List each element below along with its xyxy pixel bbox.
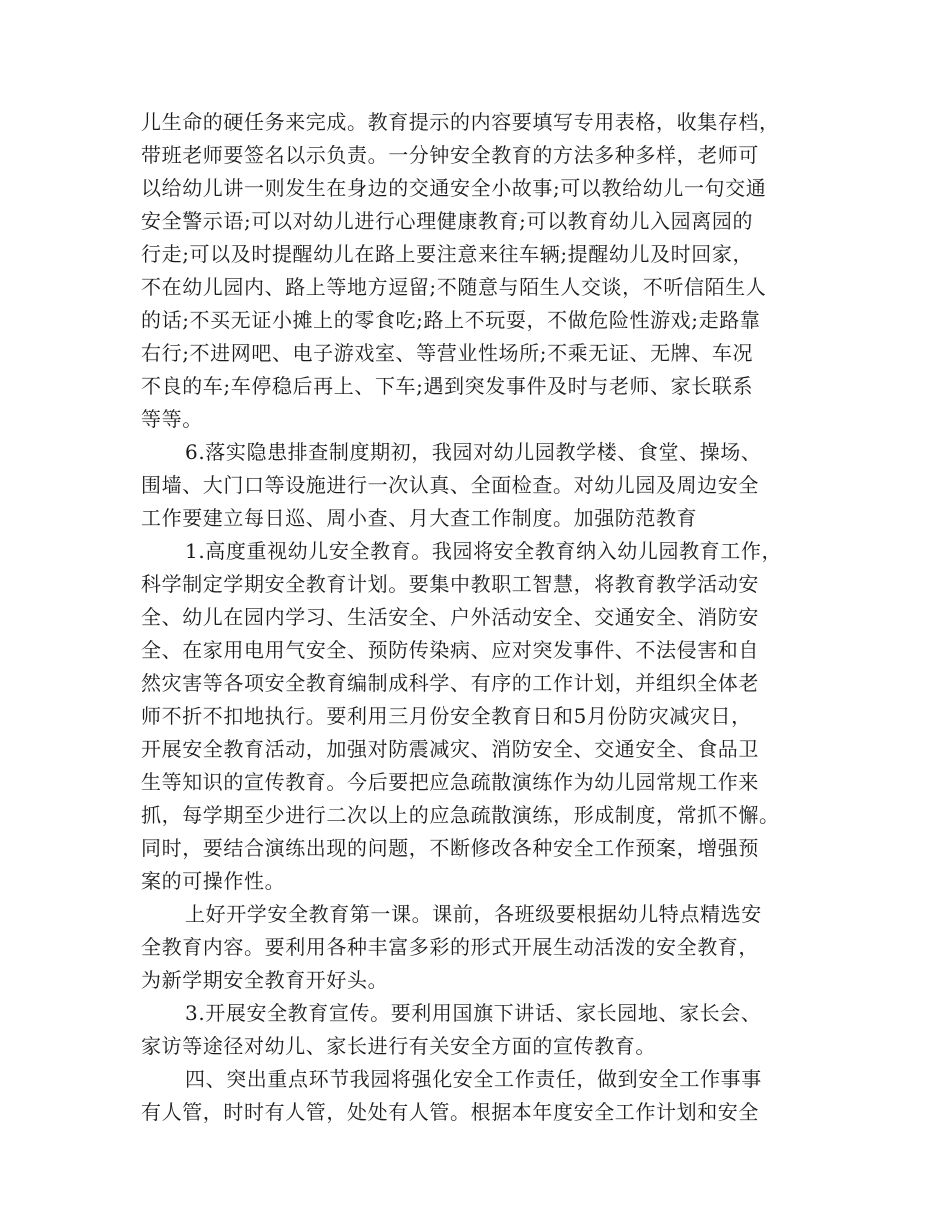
text-line: 抓，每学期至少进行二次以上的应急疏散演练，形成制度，常抓不懈。 [141, 803, 780, 827]
text-line: 以给幼儿讲一则发生在身边的交通安全小故事;可以教给幼儿一句交通 [141, 176, 767, 200]
text-line: 带班老师要签名以示负责。一分钟安全教育的方法多种多样，老师可 [141, 143, 759, 167]
text-line: 全、幼儿在园内学习、生活安全、户外活动安全、交通安全、消防安 [141, 605, 759, 629]
paragraph-4 [141, 898, 811, 997]
paragraph-1 [141, 106, 811, 436]
text-line: 1.高度重视幼儿安全教育。我园将安全教育纳入幼儿园教育工作， [185, 539, 783, 563]
text-line: 行走;可以及时提醒幼儿在路上要注意来往车辆;提醒幼儿及时回家， [141, 242, 754, 266]
text-line: 3.开展安全教育宣传。要利用国旗下讲话、家长园地、家长会、 [185, 1001, 762, 1025]
text-line: 开展安全教育活动，加强对防震减灾、消防安全、交通安全、食品卫 [141, 737, 759, 761]
text-line: 等等。 [141, 407, 203, 431]
document-body [141, 106, 811, 1129]
text-line: 工作要建立每日巡、周小查、月大查工作制度。加强防范教育 [141, 506, 698, 530]
text-line: 有人管，时时有人管，处处有人管。根据本年度安全工作计划和安全 [141, 1100, 759, 1124]
text-line: 科学制定学期安全教育计划。要集中教职工智慧，将教育教学活动安 [141, 572, 759, 596]
text-line: 全教育内容。要利用各种丰富多彩的形式开展生动活泼的安全教育， [141, 935, 759, 959]
text-line: 生等知识的宣传教育。今后要把应急疏散演练作为幼儿园常规工作来 [141, 770, 759, 794]
text-line: 同时，要结合演练出现的问题，不断修改各种安全工作预案，增强预 [141, 836, 759, 860]
text-line: 师不折不扣地执行。要利用三月份安全教育日和5月份防灾减灾日， [141, 704, 752, 728]
paragraph-3 [141, 535, 811, 898]
text-line: 不在幼儿园内、路上等地方逗留;不随意与陌生人交谈，不听信陌生人 [141, 275, 767, 299]
text-line: 全、在家用电用气安全、预防传染病、应对突发事件、不法侵害和自 [141, 638, 759, 662]
text-line: 围墙、大门口等设施进行一次认真、全面检查。对幼儿园及周边安全 [141, 473, 759, 497]
text-line: 右行;不进网吧、电子游戏室、等营业性场所;不乘无证、无牌、车况 [141, 341, 754, 365]
text-line: 不良的车;车停稳后再上、下车;遇到突发事件及时与老师、家长联系 [141, 374, 754, 398]
text-line: 然灾害等各项安全教育编制成科学、有序的工作计划，并组织全体老 [141, 671, 759, 695]
text-line: 四、突出重点环节我园将强化安全工作责任，做到安全工作事事 [185, 1067, 762, 1091]
paragraph-5 [141, 997, 811, 1063]
text-line: 家访等途径对幼儿、家长进行有关安全方面的宣传教育。 [141, 1034, 656, 1058]
text-line: 儿生命的硬任务来完成。教育提示的内容要填写专用表格，收集存档， [141, 110, 780, 134]
paragraph-6 [141, 1063, 811, 1129]
paragraph-2 [141, 436, 811, 535]
text-line: 为新学期安全教育开好头。 [141, 968, 389, 992]
text-line: 案的可操作性。 [141, 869, 286, 893]
text-line: 上好开学安全教育第一课。课前，各班级要根据幼儿特点精选安 [185, 902, 762, 926]
text-line: 安全警示语;可以对幼儿进行心理健康教育;可以教育幼儿入园离园的 [141, 209, 754, 233]
text-line: 的话;不买无证小摊上的零食吃;路上不玩耍，不做危险性游戏;走路靠 [141, 308, 761, 332]
text-line: 6.落实隐患排查制度期初，我园对幼儿园教学楼、食堂、操场、 [185, 440, 762, 464]
